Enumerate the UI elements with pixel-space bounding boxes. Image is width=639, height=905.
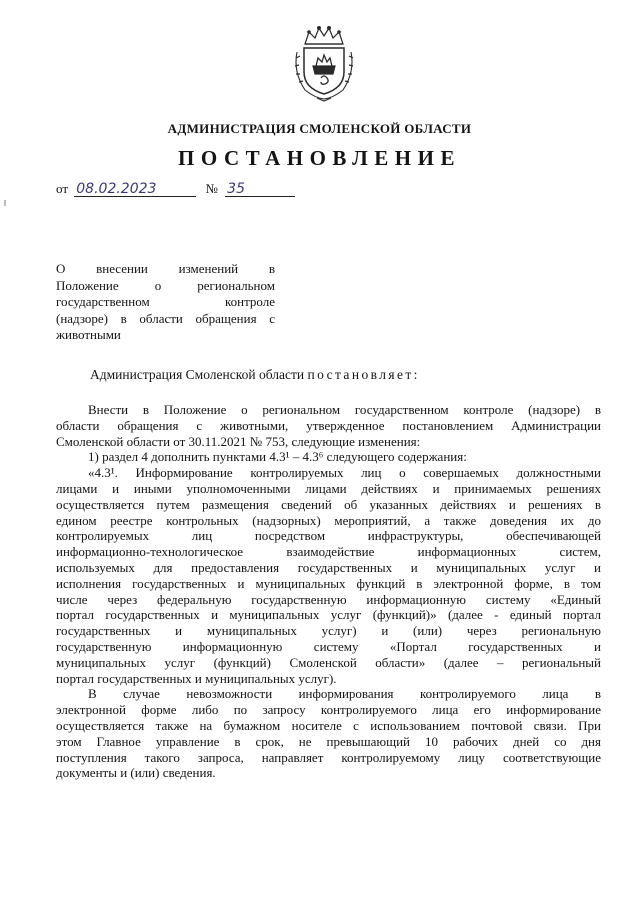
document-subject (56, 261, 275, 344)
intro-text: Администрация Смоленской области (90, 367, 305, 382)
body-line: В случае невозможности информирования контролируемого лица в (88, 686, 601, 702)
body-line: информационно-технологическое взаимодействие информационных систем, (56, 544, 601, 560)
subject-line: Положение о региональном (56, 277, 275, 293)
body-line: Внести в Положение о региональном государственном контроле (надзоре) в (88, 402, 601, 417)
date-label: от (56, 181, 69, 196)
body-line: осуществляется путем размещения сведений об указанных действиях и решениях в (56, 496, 601, 512)
body-line: едином реестре контрольных (надзорных) мероприятий, а также доведения их до (56, 512, 601, 528)
subject-line: государственном контроле (56, 294, 275, 310)
body-line: портал государственных и муниципальных услуг (функций)» (далее - единый портал (56, 607, 601, 623)
body-line: документы и (или) сведения. (56, 765, 216, 781)
handwritten-document-number: 35 (225, 182, 295, 197)
body-line: «4.3¹. Информирование контролируемых лиц о совершаемых должностными (88, 465, 601, 481)
smolensk-coat-of-arms-icon (291, 22, 357, 102)
body-line: лицами и иными уполномоченными лицами действиях и принимаемых решениях (56, 480, 601, 496)
body-line: осуществляется также на бумажном носителе с использованием почтовой связи. При (56, 717, 601, 733)
document-type-title: ПОСТАНОВЛЕНИЕ (178, 146, 461, 170)
handwritten-date: 08.02.2023 (74, 182, 196, 197)
body-line: портал государственных и муниципальных услуг). (56, 670, 337, 686)
document-body (56, 402, 601, 781)
body-line: этом Главное управление в срок, не превышающий 10 рабочих дней со дня (56, 733, 601, 749)
body-line: 1) раздел 4 дополнить пунктами 4.3¹ – 4.3⁶ следующего содержания: (88, 449, 467, 465)
body-line: используемых для предоставления государственных и муниципальных услуг и (56, 559, 601, 575)
document-dateline (56, 181, 295, 197)
body-line: Смоленской области от 30.11.2021 № 753, следующие изменения: (56, 433, 421, 449)
body-line: поступления такого запроса, направляет контролируемому лицу соответствующие (56, 749, 601, 765)
number-label: № (205, 181, 218, 196)
subject-line: (надзоре) в области обращения с (56, 310, 275, 326)
body-line: исполнения государственных и муниципальных функций в электронной форме, в том (56, 575, 601, 591)
organization-name: АДМИНИСТРАЦИЯ СМОЛЕНСКОЙ ОБЛАСТИ (167, 121, 472, 136)
subject-line: О внесении изменений в (56, 261, 275, 276)
body-line: государственную информационную систему «Портал государственных и (56, 638, 601, 654)
body-line: государственных и муниципальных услуг) и (или) через региональную (56, 623, 601, 639)
body-line: электронной форме либо по запросу контролируемого лица его информирование (56, 702, 601, 718)
body-line: числе через федеральную государственную информационную систему «Единый (56, 591, 601, 607)
body-line: области обращения с животными, утвержденное постановлением Администрации (56, 417, 601, 433)
resolution-intro (90, 367, 420, 383)
subject-line: животными (56, 327, 121, 343)
body-line: муниципальных услуг (функций) Смоленской области» (далее – региональный (56, 654, 601, 670)
intro-verb: постановляет: (307, 367, 420, 382)
body-line: контролируемых лиц посредством инфраструктуры, обеспечивающей (56, 528, 601, 544)
scan-edge-mark (4, 200, 6, 206)
